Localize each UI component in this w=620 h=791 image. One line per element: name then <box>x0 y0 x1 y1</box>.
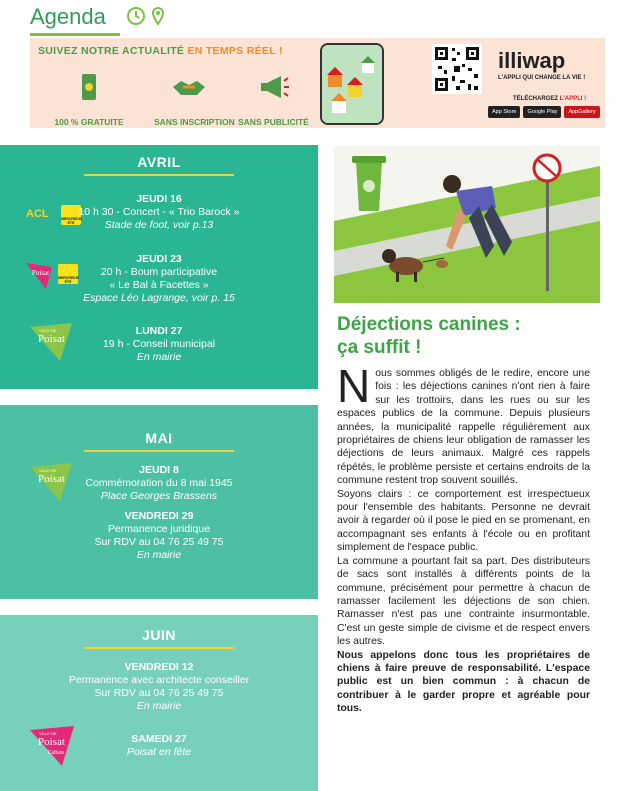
article-paragraph-3: La commune a pourtant fait sa part. Des distributeurs de sacs sont installés à différents points de la commune, précisément pour permettre à chacun de ramasser facilement les déjections de son chien. Ramasser n'est pas une contrainte insurmontable. C'est un geste simple de civisme et de respect envers les autres. <box>337 555 590 648</box>
app-store-badge[interactable]: App Store <box>488 106 520 118</box>
event-description: Permanence avec architecte conseiller <box>68 674 250 686</box>
feature-free <box>54 73 124 127</box>
ville-text: VILLE DE <box>39 731 57 736</box>
qr-code[interactable] <box>432 44 482 94</box>
month-divider <box>84 450 234 452</box>
handshake-icon <box>171 73 207 101</box>
article-paragraph-1-text: ous sommes obligés de le redire, encore une fois : les déjections canines n'ont rien à faire sur les trottoirs, dans les rues ou sur les espaces publics de la commune. Depuis plusieurs années, la municipalité rappelle régulièrement aux propriétaires de chiens leur obligation de ramasser les déjections de leurs animaux. Malgré ces rappels répétés, le problème persiste et certains endroits de la commune restent trop souvent souillés. <box>337 368 590 487</box>
banner-headline-a: SUIVEZ NOTRE ACTUALITÉ <box>38 45 188 57</box>
event-day: JEUDI 8 <box>139 464 179 476</box>
event-description: 19 h - Conseil municipal <box>102 338 216 350</box>
agenda-icons <box>126 6 168 26</box>
event-place: Poisat en fête <box>126 746 192 758</box>
ville-text: VILLE DE <box>39 328 57 333</box>
ville-text: VILLE DE <box>39 468 57 473</box>
poisat-logo-text: Poisat <box>38 333 65 345</box>
download-text-a: TÉLÉCHARGEZ <box>513 96 560 102</box>
illiwap-banner <box>30 38 605 128</box>
month-heading: JUIN <box>142 627 176 643</box>
event-description: 20 h - Boum participative <box>100 266 218 278</box>
title-underline <box>30 33 120 36</box>
download-text <box>513 96 586 102</box>
feature-label: SANS PUBLICITÉ <box>238 117 309 127</box>
banner-headline <box>38 45 283 57</box>
poisat-logo-text: Poisat <box>38 736 65 748</box>
agenda-column <box>0 145 318 791</box>
acl-logo-text: ACL <box>26 208 49 220</box>
clock-icon <box>126 6 146 26</box>
month-divider <box>84 647 234 649</box>
google-play-badge[interactable]: Google Play <box>523 106 561 118</box>
month-section-mai <box>0 405 318 599</box>
event-description: « Le Bal à Facettes » <box>109 279 209 291</box>
qr-code-graphic <box>432 44 482 94</box>
mercredis-logo-text: MERCREDIS ÉTÉ <box>61 217 83 225</box>
article-title <box>337 313 607 359</box>
event-description: Sur RDV au 04 76 25 49 75 <box>94 536 224 548</box>
event-mai-29 <box>0 510 318 562</box>
event-avril-27 <box>0 325 318 364</box>
month-heading: AVRIL <box>137 154 181 170</box>
poisat-logo-text: Poisat <box>32 269 50 277</box>
banner-headline-b: EN TEMPS RÉEL ! <box>187 45 283 57</box>
app-gallery-badge[interactable]: AppGallery <box>564 106 599 118</box>
feature-label: SANS INSCRIPTION <box>154 117 235 127</box>
drop-cap: N <box>337 360 371 412</box>
event-description: Sur RDV au 04 76 25 49 75 <box>94 687 224 699</box>
article-paragraph-4: Nous appelons donc tous les propriétaires de chiens à faire preuve de responsabilité. L'espace public est un bien commun : à chacun de contribuer à le garder propre et agréable pour tous. <box>337 649 590 715</box>
month-heading: MAI <box>145 430 173 446</box>
event-description: 10 h 30 - Concert - « Trio Barock » <box>78 206 240 218</box>
event-description: Permanence juridique <box>107 523 211 535</box>
download-text-b: L'APPLI ! <box>559 96 587 102</box>
event-mai-8 <box>0 464 318 503</box>
event-description: Commémoration du 8 mai 1945 <box>85 477 233 489</box>
event-place: Espace Léo Lagrange, voir p. 15 <box>83 292 235 304</box>
store-badges <box>488 106 600 118</box>
article-title-line1: Déjections canines : <box>337 314 521 335</box>
feature-no-ads <box>238 73 308 127</box>
dog-walker-illustration <box>334 146 600 303</box>
month-divider <box>84 174 234 176</box>
event-place: En mairie <box>136 549 182 561</box>
culture-text: Culture <box>48 750 65 756</box>
village-illustration <box>322 45 382 123</box>
page-title: Agenda <box>30 4 106 29</box>
article-paragraph-1 <box>337 360 590 488</box>
event-avril-16 <box>0 193 318 232</box>
event-place: En mairie <box>136 700 182 712</box>
megaphone-icon <box>255 73 291 101</box>
event-place: En mairie <box>136 351 182 363</box>
article-paragraph-2: Soyons clairs : ce comportement est irrespectueux pour l'ensemble des habitants. Personne ne devrait avoir à regarder où il pose le pied en se promenant, en accompagnant ses enfants à l'école ou en profitant simplement de l'espace public. <box>337 488 590 554</box>
event-day: JEUDI 23 <box>136 253 182 265</box>
mobile-money-icon <box>71 73 107 101</box>
event-day: VENDREDI 29 <box>124 510 194 522</box>
illiwap-logo: illiwap <box>498 48 566 73</box>
feature-label: 100 % GRATUITE <box>54 117 124 127</box>
event-juin-12 <box>0 661 318 713</box>
event-day: LUNDI 27 <box>135 325 183 337</box>
month-section-avril <box>0 145 318 389</box>
mercredis-logo-text: MERCREDIS ÉTÉ <box>58 276 80 284</box>
location-pin-icon <box>148 6 168 26</box>
event-day: JEUDI 16 <box>136 193 182 205</box>
phone-illustration <box>320 43 384 125</box>
illiwap-tagline: L'APPLI QUI CHANGE LA VIE ! <box>498 75 586 81</box>
event-day: VENDREDI 12 <box>124 661 194 673</box>
poisat-logo-text: Poisat <box>38 473 65 485</box>
event-avril-23 <box>0 253 318 305</box>
article-title-line2: ça suffit ! <box>337 337 422 358</box>
event-place: Place Georges Brassens <box>100 490 218 502</box>
article-body <box>337 360 590 716</box>
event-juin-27 <box>0 733 318 759</box>
feature-no-signup <box>154 73 235 127</box>
event-place: Stade de foot, voir p.13 <box>104 219 214 231</box>
month-section-juin <box>0 615 318 791</box>
event-day: SAMEDI 27 <box>131 733 187 745</box>
illustration-graphic <box>334 146 600 303</box>
